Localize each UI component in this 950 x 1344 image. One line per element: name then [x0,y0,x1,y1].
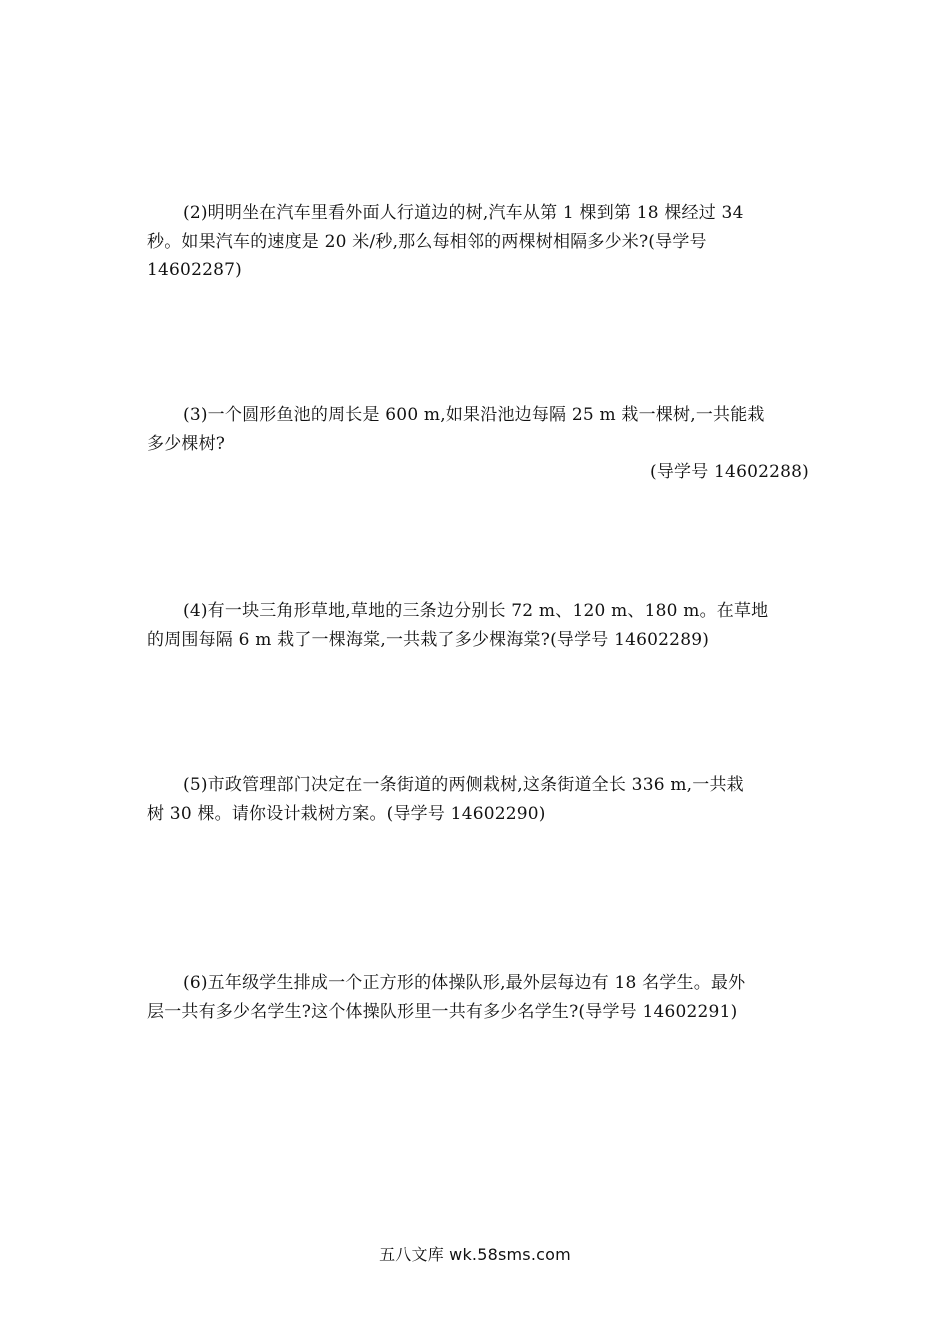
problem-5-line-2: 树 30 棵。请你设计栽树方案。(导学号 14602290) [147,803,546,824]
problem-2 [147,199,817,285]
problem-4 [147,597,817,654]
problem-6 [147,969,817,1026]
problem-5 [147,771,817,828]
problem-3-line-1: (3)一个圆形鱼池的周长是 600 m,如果沿池边每隔 25 m 栽一棵树,一共能栽 [183,405,765,425]
problem-6-line-2: 层一共有多少名学生?这个体操队形里一共有多少名学生?(导学号 14602291) [147,1001,738,1022]
problem-4-line-2: 的周围每隔 6 m 栽了一棵海棠,一共栽了多少棵海棠?(导学号 14602289) [147,629,710,650]
problem-3-reference: (导学号 14602288) [650,462,809,482]
problem-2-line-2: 秒。如果汽车的速度是 20 米/秒,那么每相邻的两棵树相隔多少米?(导学号 [147,231,707,252]
footer-watermark: 五八文库 wk.58sms.com [379,1245,571,1264]
problem-2-line-1: (2)明明坐在汽车里看外面人行道边的树,汽车从第 1 棵到第 18 棵经过 34 [183,203,744,223]
problem-6-line-1: (6)五年级学生排成一个正方形的体操队形,最外层每边有 18 名学生。最外 [183,973,746,993]
problem-4-line-1: (4)有一块三角形草地,草地的三条边分别长 72 m、120 m、180 m。在草地 [183,601,769,621]
problem-3-line-2: 多少棵树? [147,433,226,454]
problem-2-line-3: 14602287) [147,260,242,280]
problem-3 [147,401,817,487]
problem-5-line-1: (5)市政管理部门决定在一条街道的两侧栽树,这条街道全长 336 m,一共栽 [183,775,744,795]
